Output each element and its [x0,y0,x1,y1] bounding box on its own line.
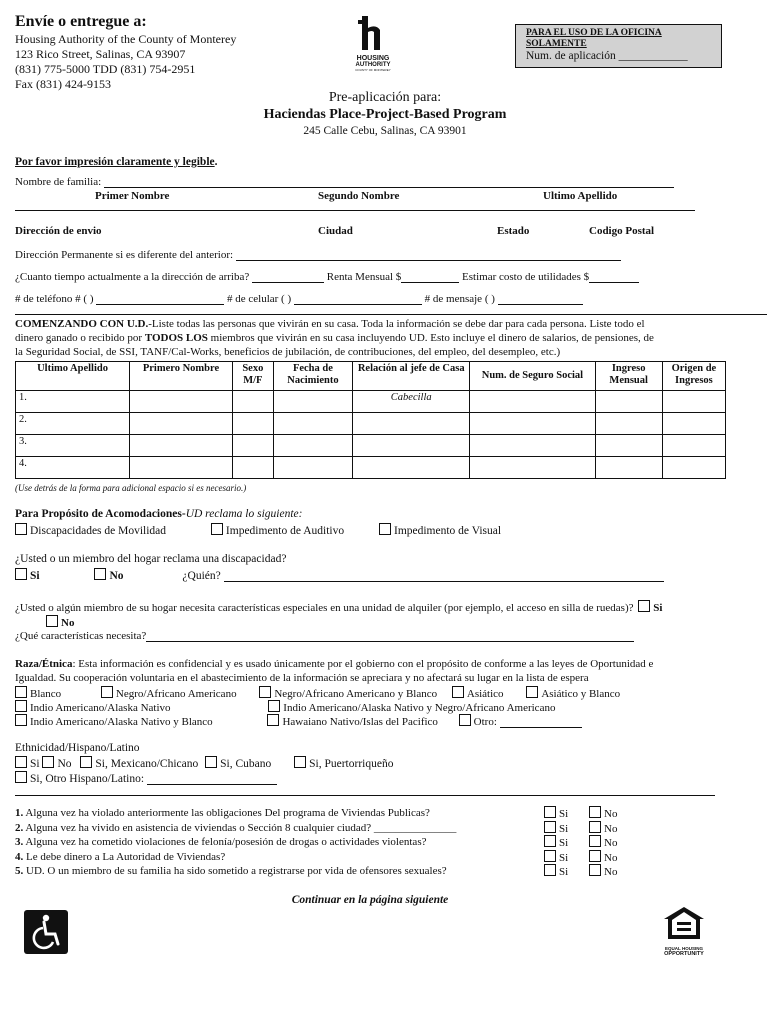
disability-answer-row [15,568,664,582]
application-number: Num. de aplicación ____________ [526,50,688,62]
address-line: Fax (831) 424-9153 [15,77,111,91]
household-intro: COMENZANDO CON U.D.-Liste todas las personas que vivirán en su casa. Toda la información se debe dar para cada persona. Liste todo el dinero ganado o recibido por TODOS LOS miembros que vivirán en su casa incluyendo UD. Esto incluye el dinero de salarios, de pensiones, de la Seguridad Social, de SSI, TANF/Cal-Works, beneficios de jubilación, de contribuciones, del empleo, del desempleo, etc.) [15,318,654,358]
race-option: Negro/Africano Americano [115,688,237,700]
ethnicity-option: Si, Cubano [220,758,272,770]
housing-authority-logo [340,14,406,70]
row-number[interactable]: 2. [16,413,130,435]
ethnicity-option: Si [30,758,40,770]
accommodation-options [15,523,501,537]
yes-label: Si [559,808,569,820]
race-option: Negro/Africano Americano y Blanco [274,688,438,700]
last-name-label: Ultimo Apellido [543,190,618,202]
col-income: Ingreso Mensual [595,362,662,391]
table-cell[interactable] [662,413,725,435]
race-checkbox[interactable] [526,686,538,698]
table-cell[interactable] [232,435,273,457]
question-no-checkbox[interactable] [589,821,601,833]
question-number: 4. [15,850,24,863]
residence-row [15,271,639,283]
race-row-3 [15,714,582,728]
permanent-address-field[interactable] [236,250,621,261]
mobility-label: Discapacidades de Movilidad [30,525,167,537]
race-checkbox[interactable] [101,686,113,698]
yes-label: Si [30,570,40,582]
section-divider [15,795,715,796]
who-field[interactable] [224,571,664,582]
race-checkbox[interactable] [452,686,464,698]
ethnicity-option: No [57,758,72,770]
table-cell[interactable] [130,435,233,457]
col-last-name: Ultimo Apellido [16,362,130,391]
no-label: No [604,837,618,849]
yes-label: Si [559,851,569,864]
question-number: 3. [15,836,24,848]
mailing-address-field[interactable] [15,210,695,211]
row-number[interactable]: 3. [16,435,130,457]
ethnicity-checkbox[interactable] [15,771,27,783]
question-yes-checkbox[interactable] [544,835,556,847]
table-cell[interactable] [232,391,273,413]
other-race-field[interactable] [500,717,582,728]
disability-no-checkbox[interactable] [94,568,106,580]
col-first-name: Primero Nombre [130,362,233,391]
question-number: 1. [15,807,24,819]
table-cell[interactable] [353,435,470,457]
race-checkbox[interactable] [268,700,280,712]
table-cell[interactable] [470,391,595,413]
utilities-label: Estimar costo de utilidades $ [462,271,590,283]
zip-label: Codigo Postal [589,225,655,237]
permanent-address-row [15,249,621,261]
question-yes-checkbox[interactable] [544,806,556,818]
mailing-address-label: Dirección de envio [15,225,102,237]
table-cell[interactable] [130,391,233,413]
race-checkbox[interactable] [15,686,27,698]
col-birth-date: Fecha de Nacimiento [273,362,352,391]
wheelchair-icon [24,910,68,954]
equal-housing-icon [660,905,708,943]
race-option: Indio Americano/Alaska Nativo [30,702,171,714]
rent-field[interactable] [401,272,459,283]
program-address: 245 Calle Cebu, Salinas, CA 93901 [303,125,467,137]
rent-label: Renta Mensual $ [326,271,402,283]
question-text: Alguna vez ha violado anteriormente las obligaciones Del programa de Viviendas Publicas? [25,807,430,819]
table-cell[interactable] [662,391,725,413]
cell-label: # de celular ( ) [227,293,292,305]
first-name-label: Primer Nombre [95,190,170,202]
address-line: 123 Rico Street, Salinas, CA 93907 [15,47,186,61]
table-cell[interactable] [273,457,352,479]
question-text: Alguna vez ha vivido en asistencia de viviendas o Sección 8 cualquier ciudad? _______________ [25,821,457,834]
special-no-checkbox[interactable] [46,615,58,627]
race-option: Asiático [466,688,504,700]
special-features-row [15,600,662,614]
yes-label: Si [559,837,569,849]
table-cell[interactable] [232,413,273,435]
household-table [15,361,726,479]
table-note: (Use detrás de la forma para adicional espacio si es necesario.) [15,483,247,493]
other-ethnicity-field[interactable] [147,774,277,785]
state-label: Estado [497,225,530,237]
race-option: Hawaiano Nativo/Islas del Pacifico [282,716,438,728]
race-option: Asiático y Blanco [541,688,621,700]
race-checkbox[interactable] [15,700,27,712]
ethnicity-row-1 [15,756,393,770]
office-use-title: PARA EL USO DE LA OFICINA SOLAMENTE [526,28,662,49]
family-name-row [15,176,674,188]
permanent-address-label: Dirección Permanente si es diferente del anterior: [15,249,234,261]
table-cell[interactable] [470,457,595,479]
pre-application-label: Pre-aplicación para: [328,90,442,105]
disability-question: ¿Usted o un miembro del hogar reclama una discapacidad? [15,553,287,565]
phone-row [15,293,583,305]
table-cell[interactable] [273,413,352,435]
race-checkbox[interactable] [259,686,271,698]
questions-list [15,806,735,879]
question-yes-checkbox[interactable] [544,850,556,862]
phone-field[interactable] [96,294,224,305]
race-checkbox[interactable] [15,714,27,726]
head-of-house-cell: Cabecilla [353,391,470,413]
table-cell[interactable] [232,457,273,479]
table-cell[interactable] [130,457,233,479]
col-ssn: Num. de Seguro Social [470,362,595,391]
no-label: No [604,866,618,878]
table-cell[interactable] [470,413,595,435]
ethnicity-checkbox[interactable] [42,756,54,768]
question-text: Le debe dinero a La Autoridad de Viviendas? [26,850,226,863]
cell-field[interactable] [294,294,422,305]
address-line: Housing Authority of the County of Monterey [15,32,237,46]
table-row [16,413,726,435]
race-checkbox[interactable] [459,714,471,726]
program-title: Haciendas Place-Project-Based Program [263,107,507,122]
table-cell[interactable] [595,391,662,413]
no-label: No [604,808,618,820]
message-field[interactable] [498,294,583,305]
utilities-field[interactable] [589,272,639,283]
table-cell[interactable] [595,457,662,479]
disability-yes-checkbox[interactable] [15,568,27,580]
no-label: No [109,570,124,582]
question-no-checkbox[interactable] [589,835,601,847]
ethnicity-checkbox[interactable] [294,756,306,768]
question-yes-checkbox[interactable] [544,821,556,833]
middle-name-label: Segundo Nombre [318,190,400,202]
continue-note: Continuar en la página siguiente [291,894,449,906]
question-text: UD. O un miembro de su familia ha sido sometido a registrarse por vida de ofensores sexuales? [26,865,447,877]
race-option: Indio Americano/Alaska Nativo y Blanco [30,716,213,728]
which-features-label: ¿Qué características necesita? [15,630,147,642]
question-item [15,850,735,865]
yes-label: Si [559,866,569,878]
question-item [15,806,735,821]
family-name-label: Nombre de familia: [15,176,102,188]
table-cell[interactable] [662,435,725,457]
race-checkbox[interactable] [267,714,279,726]
special-no-row [46,615,74,629]
logo-text-3: COUNTY OF MONTEREY [355,68,391,72]
table-cell[interactable] [353,413,470,435]
race-intro: Raza/Étnica: Esta información es confidencial y es usado únicamente por el gobierno con el propósito de conforme a las leyes de Oportunidad e Igualdad. Su cooperación voluntaria en el abastecimiento de la información se apreciara y no afectará su lugar en la lista de espera [15,658,654,684]
question-no-checkbox[interactable] [589,850,601,862]
row-number[interactable]: 1. [16,391,130,413]
logo-text-2: AUTHORITY [355,62,391,68]
table-row [16,457,726,479]
eho-text-2: OPPORTUNITY [664,951,704,957]
question-text: Alguna vez ha cometido violaciones de felonía/posesión de drogas o actividades violentas? [25,836,427,848]
eho-text-1: EQUAL HOUSING [665,946,703,951]
special-yes-checkbox[interactable] [638,600,650,612]
table-header-row [16,362,726,391]
how-long-field[interactable] [252,272,324,283]
ethnicity-checkbox[interactable] [15,756,27,768]
equal-housing-logo [660,905,708,959]
house-logo-icon [340,14,406,54]
visual-checkbox[interactable] [379,523,391,535]
ethnicity-row-2 [15,771,277,785]
which-features-field[interactable] [146,631,634,642]
table-cell[interactable] [595,435,662,457]
which-features-row [15,630,634,642]
question-item [15,835,735,850]
address-line: (831) 775-5000 TDD (831) 754-2951 [15,62,196,76]
table-cell[interactable] [353,457,470,479]
yes-label: Si [653,602,663,614]
question-number: 5. [15,865,24,877]
race-row-1 [15,686,620,700]
city-label: Ciudad [318,225,353,237]
race-option: Indio Americano/Alaska Nativo y Negro/Africano Americano [283,702,556,714]
no-label: No [604,851,618,864]
table-cell[interactable] [130,413,233,435]
mobility-checkbox[interactable] [15,523,27,535]
col-relation: Relación al jefe de Casa [353,362,470,391]
address-block [15,32,236,92]
visual-label: Impedimento de Visual [393,525,502,537]
col-income-source: Origen de Ingresos [662,362,725,391]
question-no-checkbox[interactable] [589,806,601,818]
hearing-label: Impedimento de Auditivo [225,525,345,537]
question-no-checkbox[interactable] [589,864,601,876]
ethnicity-label: Ethnicidad/Hispano/Latino [15,742,140,754]
ethnicity-checkbox[interactable] [205,756,217,768]
ethnicity-option: Si, Otro Hispano/Latino: [30,773,145,785]
message-label: # de mensaje ( ) [424,293,495,305]
send-to-title: Envíe o entregue a: [15,13,147,30]
race-option: Blanco [30,688,62,700]
question-yes-checkbox[interactable] [544,864,556,876]
table-cell[interactable] [662,457,725,479]
section-divider [15,314,767,315]
ethnicity-checkbox[interactable] [80,756,92,768]
ethnicity-option: Si, Mexicano/Chicano [95,758,199,770]
col-sex: Sexo M/F [232,362,273,391]
table-cell[interactable] [273,391,352,413]
question-item [15,864,735,879]
race-row-2 [15,700,555,714]
family-name-field[interactable] [104,177,674,188]
phone-label: # de teléfono # ( ) [15,293,94,305]
hearing-checkbox[interactable] [211,523,223,535]
table-cell[interactable] [273,435,352,457]
how-long-label: ¿Cuanto tiempo actualmente a la dirección de arriba? [15,271,250,283]
print-instruction: Por favor impresión claramente y legible. [15,156,218,168]
yes-label: Si [559,822,569,835]
logo-text-1: HOUSING [356,55,390,62]
table-cell[interactable] [595,413,662,435]
row-number[interactable]: 4. [16,457,130,479]
table-row [16,391,726,413]
table-cell[interactable] [470,435,595,457]
no-label: No [61,617,75,629]
no-label: No [604,822,618,835]
special-features-question: ¿Usted o algún miembro de su hogar necesita características especiales en una unidad de alquiler (por ejemplo, el acceso en silla de ruedas)? [15,602,634,614]
question-number: 2. [15,821,24,834]
office-use-box [515,24,722,68]
question-item [15,821,735,836]
table-row [16,435,726,457]
who-label: ¿Quién? [182,570,221,582]
race-option: Otro: [473,716,497,728]
accommodations-title: Para Propósito de Acomodaciones-UD reclama lo siguiente: [15,508,303,520]
ethnicity-option: Si, Puertorriqueño [309,758,394,770]
